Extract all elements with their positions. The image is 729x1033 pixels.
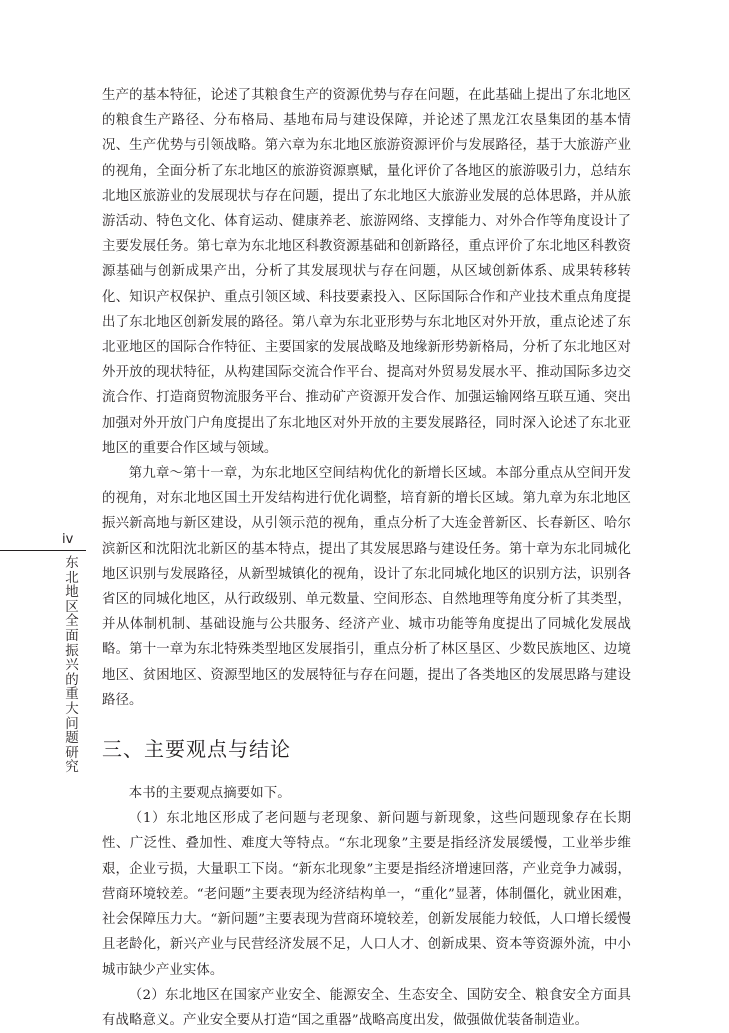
viewpoint-2-paragraph: （2）东北地区在国家产业安全、能源安全、生态安全、国防安全、粮食安全方面具有战略意义。产业安全要从打造“国之重器”战略高度出发，做强做优装备制造业。 — [102, 987, 631, 1028]
page-number: iv — [62, 532, 74, 547]
running-book-title: 东北地区全面振兴的重大问题研究 — [65, 555, 79, 776]
body-paragraph-chapters-9-11: 第九章～第十一章，为东北地区空间结构优化的新增长区域。本部分重点从空间开发的视角，对东北地区国土开发结构进行优化调整，培育新的增长区域。第九章为东北地区振兴新高地与新区建设，从引领示范的视角，重点分析了大连金普新区、长春新区、哈尔滨新区和沈阳沈北新区的基本特点，提出了其发展思路与建设任务。第十章为东北同城化地区识别与发展路径，从新型城镇化的视角，设计了东北同城化地区的识别方法，识别各省区的同城化地区，从行政级别、单元数量、空间形态、自然地理等角度分析了其类型，并从体制机制、基础设施与公共服务、经济产业、城市功能等角度提出了同城化发展战略。第十一章为东北特殊类型地区发展指引，重点分析了林区垦区、少数民族地区、边境地区、贫困地区、资源型地区的发展特征与存在问题，提出了各类地区的发展思路与建设路径。 — [102, 466, 631, 708]
section-heading: 三、主要观点与结论 — [102, 737, 291, 762]
margin-rule — [0, 550, 86, 551]
summary-intro-paragraph: 本书的主要观点摘要如下。 — [128, 786, 291, 802]
viewpoint-1-paragraph: （1）东北地区形成了老问题与老现象、新问题与新现象，这些问题现象存在长期性、广泛性、叠加性、难度大等特点。“东北现象”主要是指经济发展缓慢，工业举步维艰，企业亏损，大量职工下岗。“新东北现象”主要是指经济增速回落，产业竞争力减弱，营商环境较差。“老问题”主要表现为经济结构单一，“重化”显著，体制僵化，就业困难，社会保障压力大。“新问题”主要表现为营商环境较差，创新发展能力较低，人口增长缓慢且老龄化，新兴产业与民营经济发展不足，人口人才、创新成果、资本等资源外流，中小城市缺少产业实体。 — [102, 811, 631, 978]
main-text-column — [102, 83, 631, 1033]
body-paragraph-chapters-5-8: 生产的基本特征，论述了其粮食生产的资源优势与存在问题，在此基础上提出了东北地区的粮食生产路径、分布格局、基地布局与建设保障，并论述了黑龙江农垦集团的基本情况、生产优势与引领战略。第六章为东北地区旅游资源评价与发展路径，基于大旅游产业的视角，全面分析了东北地区的旅游资源禀赋，量化评价了各地区的旅游吸引力，总结东北地区旅游业的发展现状与存在问题，提出了东北地区大旅游业发展的总体思路，并从旅游活动、特色文化、体育运动、健康养老、旅游网络、支撑能力、对外合作等角度设计了主要发展任务。第七章为东北地区科教资源基础和创新路径，重点评价了东北地区科教资源基础与创新成果产出，分析了其发展现状与存在问题，从区域创新体系、成果转移转化、知识产权保护、重点引领区域、科技要素投入、区际国际合作和产业技术重点角度提出了东北地区创新发展的路径。第八章为东北亚形势与东北地区对外开放，重点论述了东北亚地区的国际合作特征、主要国家的发展战略及地缘新形势新格局，分析了东北地区对外开放的现状特征，从构建国际交流合作平台、提高对外贸易发展水平、推动国际多边交流合作、打造商贸物流服务平台、推动矿产资源开发合作、加强运输网络互联互通、突出加强对外开放门户角度提出了东北地区对外开放的主要发展路径，同时深入论述了东北亚地区的重要合作区域与领域。 — [102, 88, 631, 456]
